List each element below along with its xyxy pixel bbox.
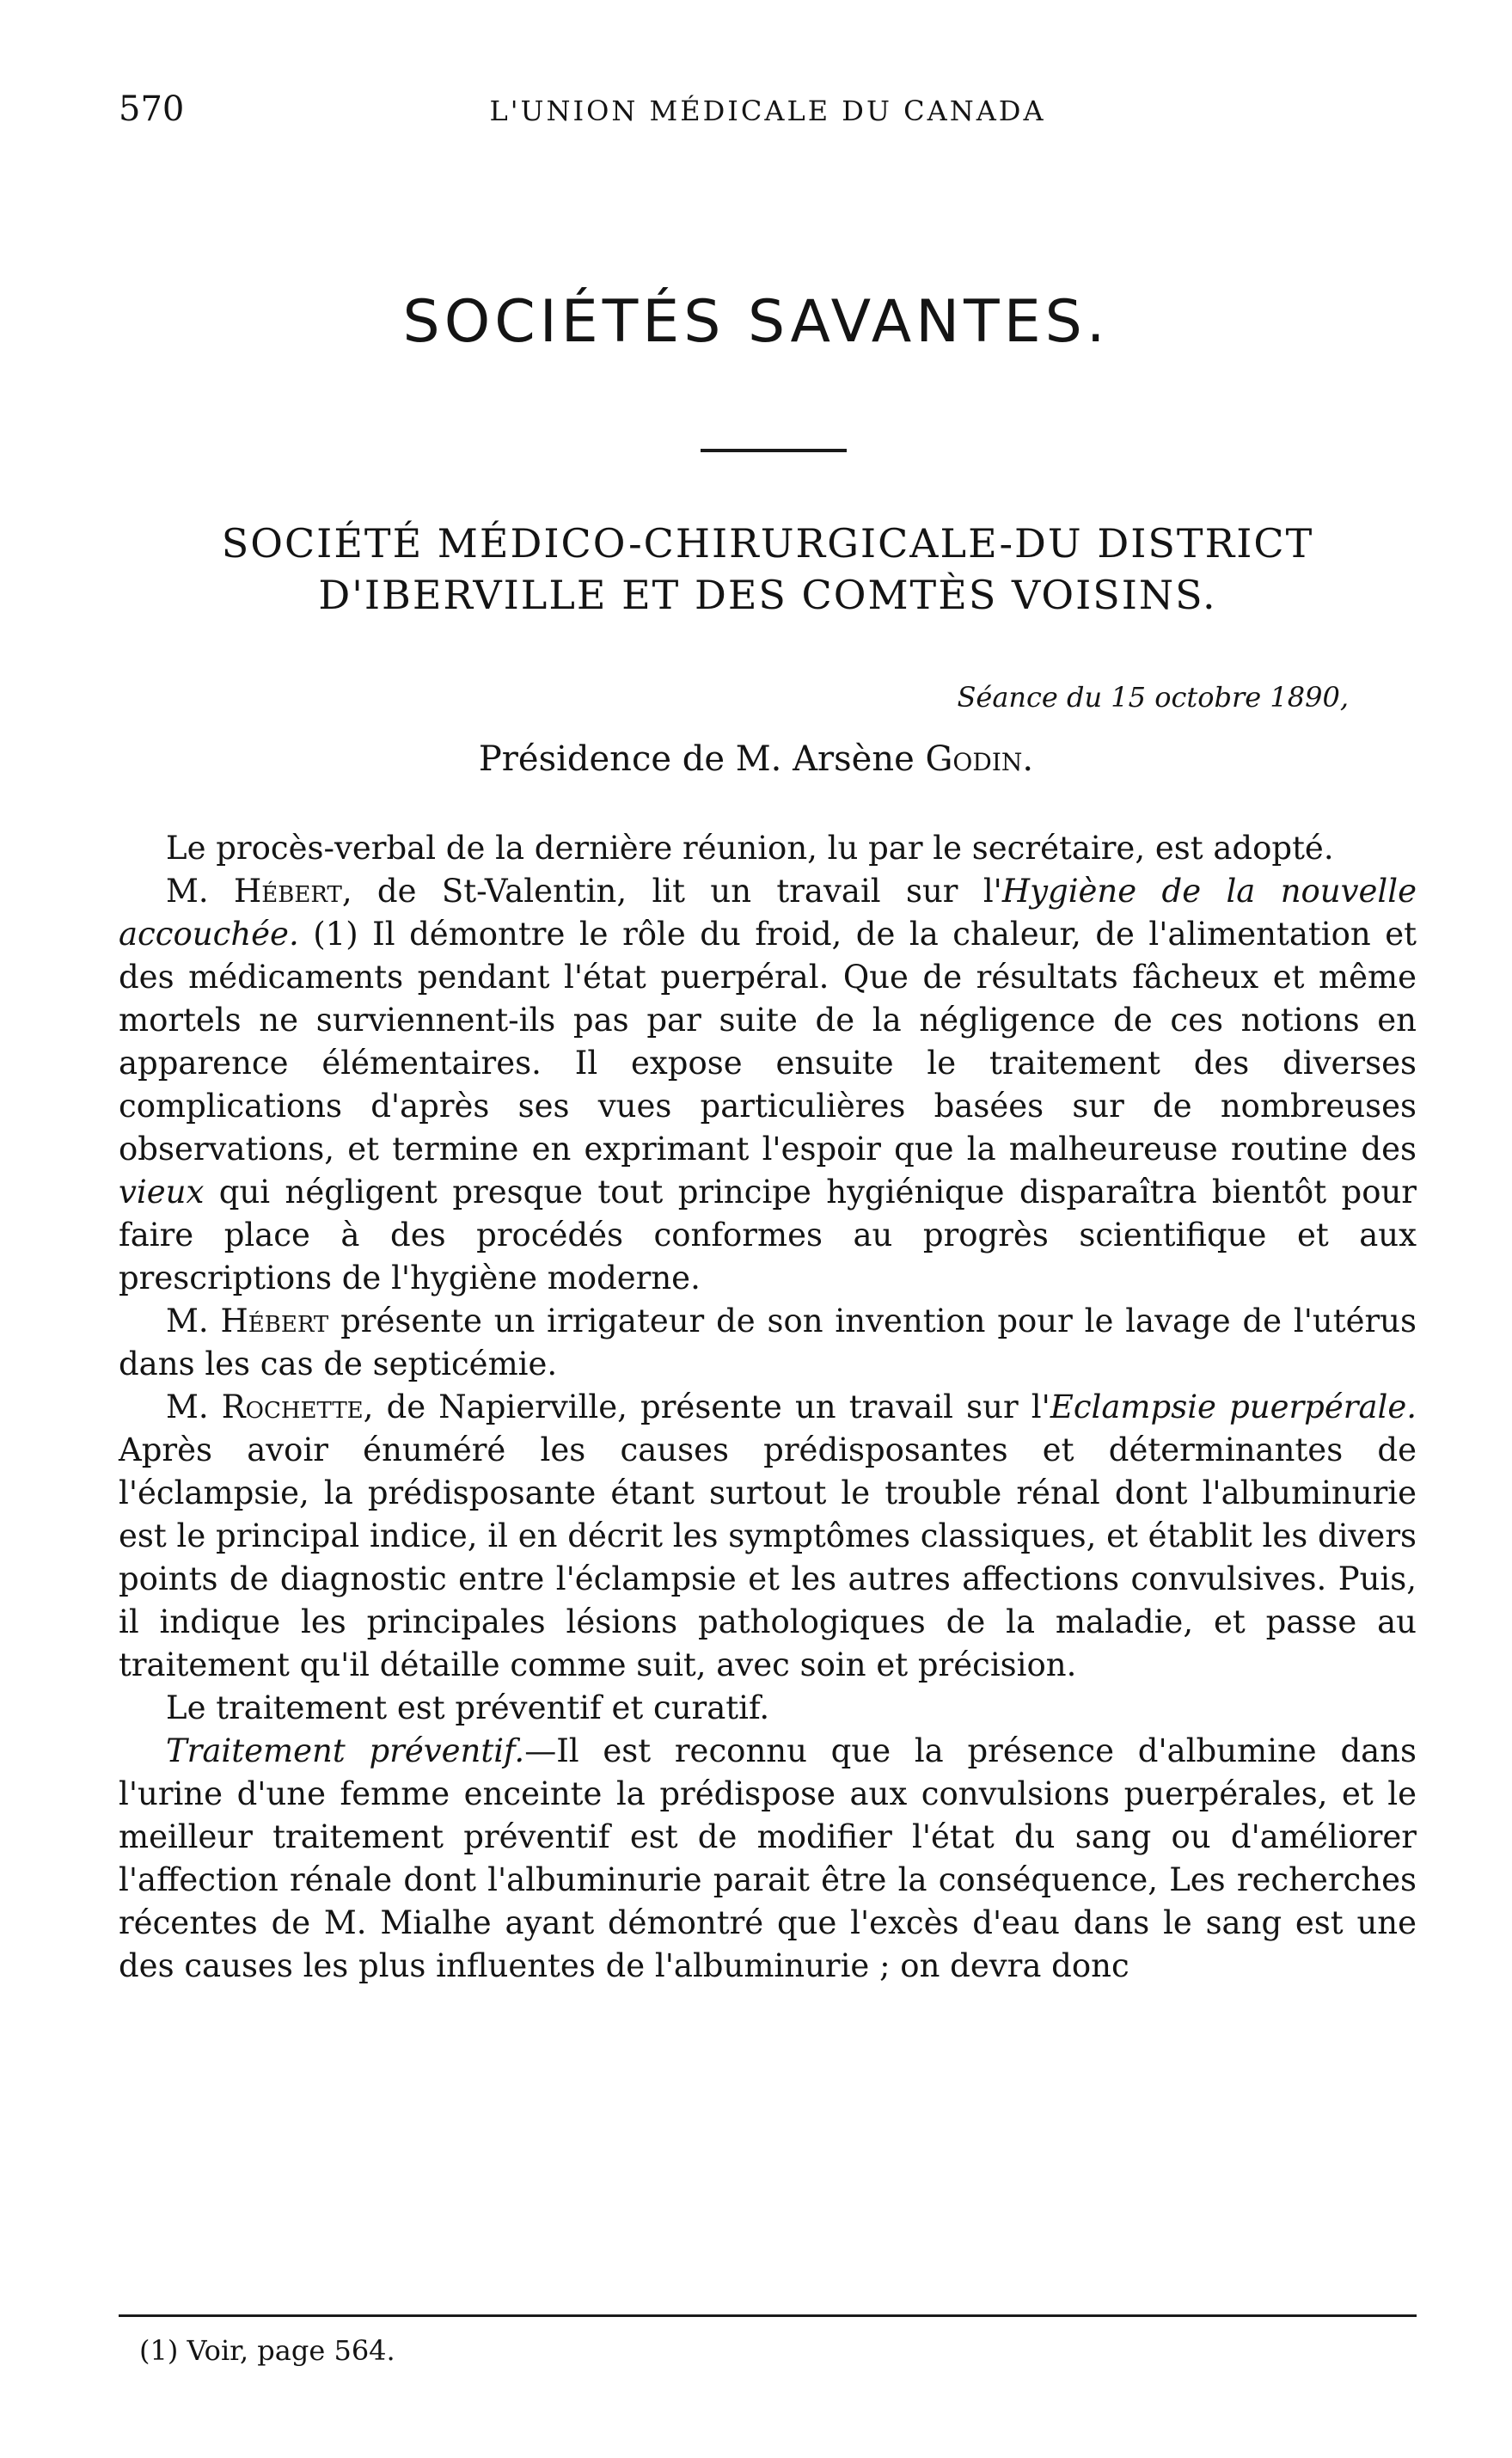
session-date: Séance du 15 octobre 1890, xyxy=(957,681,1349,714)
p6-text: —Il est reconnu que la présence d'albumine dans l'urine d'une femme enceinte la prédispose aux convulsions puerpérales, et le meilleur traitement préventif est de modifier l'état du sang ou d'améliorer l'affection rénale dont l'albuminurie parait être la conséquence, Les recherches récentes de M. Mialhe ayant démontré que l'excès d'eau dans le sang est une des causes les plus influentes de l'albuminurie ; on devra donc xyxy=(119,1732,1417,1984)
article-body xyxy=(119,827,1417,1988)
p2-name: Hébert xyxy=(234,873,342,910)
p4-part-b: , de Napierville, présente un travail sur l' xyxy=(363,1388,1050,1425)
page-number: 570 xyxy=(119,89,185,129)
paragraph-traitement: Le traitement est préventif et curatif. xyxy=(166,1689,770,1726)
p4-work-title: Eclampsie puerpérale. xyxy=(1050,1388,1417,1425)
president-name: Godin xyxy=(925,739,1023,779)
society-heading-line-1: SOCIÉTÉ MÉDICO-CHIRURGICALE-DU DISTRICT xyxy=(221,520,1314,567)
footnote-divider xyxy=(119,2314,1417,2317)
p4-part-c: Après avoir énuméré les causes prédisposantes et déterminantes de l'éclampsie, la prédisposante étant surtout le trouble rénal dont l'albuminurie est le principal indice, il en décrit les symptômes classiques, et établit les divers points de diagnostic entre l'éclampsie et les autres affections convulsives. Puis, il indique les principales lésions pathologiques de la maladie, et passe au traitement qu'il détaille comme suit, avec soin et précision. xyxy=(119,1431,1417,1683)
p4-name: Rochette xyxy=(221,1388,364,1425)
paragraph-hebert-hygiene xyxy=(119,870,1417,1300)
society-heading xyxy=(119,518,1417,621)
section-title: SOCIÉTÉS SAVANTES. xyxy=(402,288,1110,356)
paragraph-rochette-eclampsie xyxy=(119,1386,1417,1687)
p3-prefix: M. xyxy=(166,1303,221,1339)
society-heading-line-2: D'IBERVILLE ET DES COMTÈS VOISINS. xyxy=(318,572,1217,618)
p3-part-b: présente un irrigateur de son invention pour le lavage de l'utérus dans les cas de septicémie. xyxy=(119,1303,1417,1382)
p2-prefix: M. xyxy=(166,873,235,910)
footnote: (1) Voir, page 564. xyxy=(139,2334,395,2367)
p2-work-title: Hygiène de la nouvelle accouchée. xyxy=(119,873,1417,953)
presidence-line xyxy=(0,739,1512,779)
paragraph-minutes: Le procès-verbal de la dernière réunion, lu par le secrétaire, est adopté. xyxy=(166,830,1334,867)
journal-title: L'UNION MÉDICALE DU CANADA xyxy=(489,95,1046,127)
running-header xyxy=(119,89,1417,141)
p6-heading: Traitement préventif. xyxy=(166,1732,525,1769)
p2-part-c: (1) Il démontre le rôle du froid, de la chaleur, de l'alimentation et des médicaments pendant l'état puerpéral. Que de résultats fâcheux et même mortels ne surviennent-ils pas par suite de la négligence de ces notions en apparence élémentaires. Il expose ensuite le traitement des diverses complications d'après ses vues particulières basées sur de nombreuses observations, et termine en exprimant l'espoir que la malheureuse routine des xyxy=(119,916,1417,1168)
p4-prefix: M. xyxy=(166,1388,222,1425)
paragraph-hebert-irrigateur xyxy=(119,1300,1417,1386)
title-divider xyxy=(701,449,847,452)
p2-part-d: qui négligent presque tout principe hygiénique disparaîtra bientôt pour faire place à des procédés conformes au progrès scientifique et aux prescriptions de l'hygiène moderne. xyxy=(119,1174,1417,1296)
p2-part-b: , de St-Valentin, lit un travail sur l' xyxy=(341,873,1002,910)
paragraph-traitement-preventif xyxy=(119,1730,1417,1988)
p2-vieux: vieux xyxy=(119,1174,205,1211)
p3-name: Hébert xyxy=(220,1303,329,1339)
presidence-suffix: . xyxy=(1022,739,1034,779)
presidence-prefix: Présidence de M. Arsène xyxy=(478,739,926,779)
